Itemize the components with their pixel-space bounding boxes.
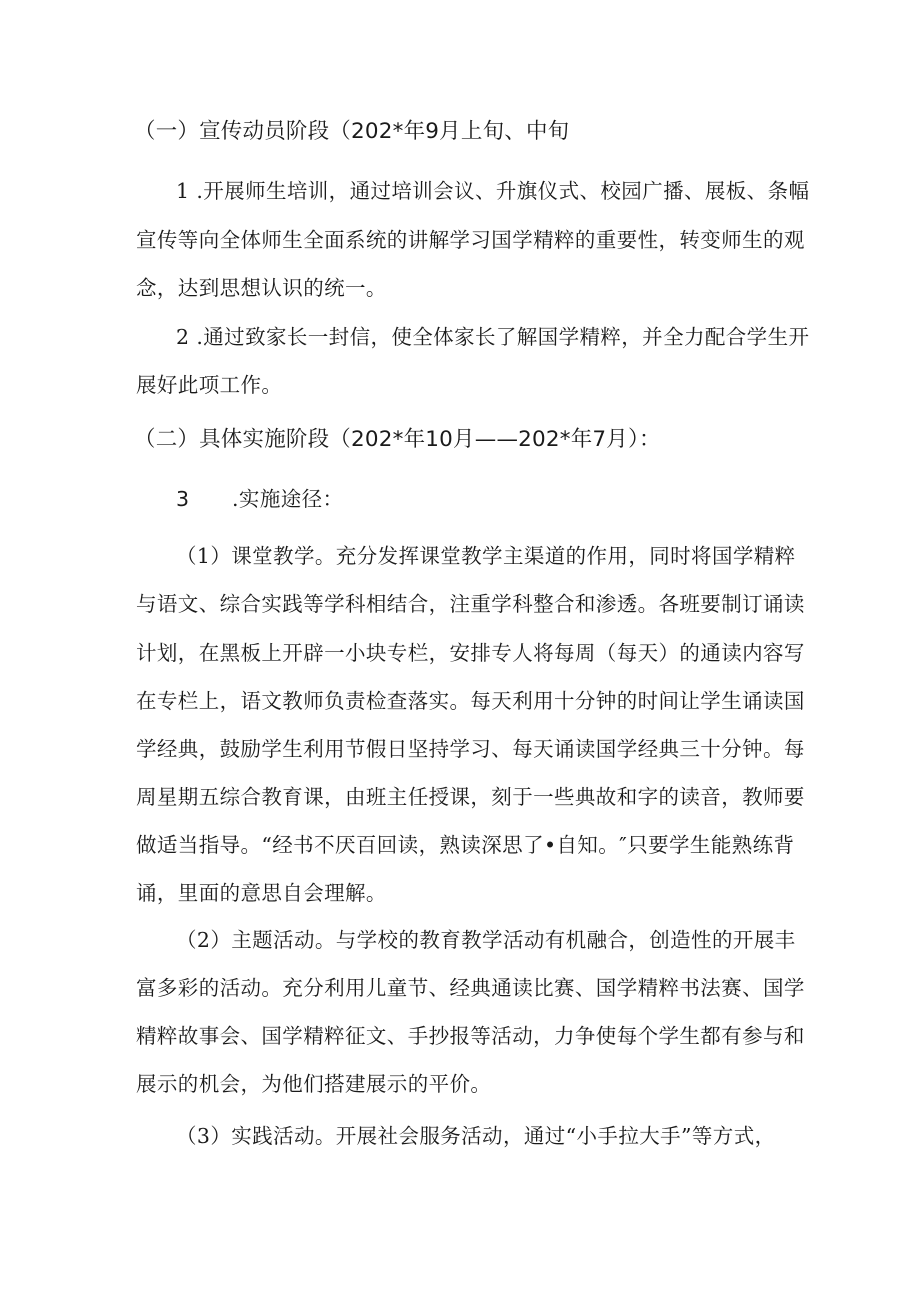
paragraph-line: 宣传等向全体师生全面系统的讲解学习国学精粹的重要性，转变师生的观 [136, 228, 805, 252]
paragraph-line: 精粹故事会、国学精粹征文、手抄报等活动，力争使每个学生都有参与和 [136, 1024, 805, 1048]
paragraph-line: 展示的机会，为他们搭建展示的平价。 [136, 1072, 492, 1096]
paragraph-line: 诵，里面的意思自会理解。 [136, 881, 387, 905]
paragraph-line: （2）主题活动。与学校的教育教学活动有机融合，创造性的开展丰 [176, 928, 796, 952]
item-label: .实施途径： [232, 487, 344, 511]
section-heading-2: （二）具体实施阶段（202*年10月——202*年7月）： [134, 427, 661, 452]
paragraph-line: 在专栏上，语文教师负责检查落实。每天利用十分钟的时间让学生诵读国 [136, 689, 805, 713]
paragraph-line: 1 .开展师生培训，通过培训会议、升旗仪式、校园广播、展板、条幅 [176, 179, 810, 203]
section-heading-1: （一）宣传动员阶段（202*年9月上旬、中旬 [134, 119, 570, 144]
paragraph-line: 富多彩的活动。充分利用儿童节、经典通读比赛、国学精粹书法赛、国学 [136, 976, 805, 1000]
paragraph-line: （1）课堂教学。充分发挥课堂教学主渠道的作用，同时将国学精粹 [176, 544, 796, 568]
paragraph-line: 与语文、综合实践等学科相结合，注重学科整合和渗透。各班要制订诵读 [136, 592, 805, 616]
paragraph-line: 做适当指导。“经书不厌百回读，熟读深思了•自知。″只要学生能熟练背 [136, 833, 795, 857]
paragraph-line: （3）实践活动。开展社会服务活动，通过“小手拉大手”等方式， [176, 1124, 776, 1148]
paragraph-line: 周星期五综合教育课，由班主任授课，刻于一些典故和字的读音，教师要 [136, 785, 805, 809]
paragraph-line: 学经典，鼓励学生利用节假日坚持学习、每天诵读国学经典三十分钟。每 [136, 737, 805, 761]
paragraph-line: 计划，在黑板上开辟一小块专栏，安排专人将每周（每天）的通读内容写 [136, 641, 805, 665]
paragraph-line: 念，达到思想认识的统一。 [136, 276, 387, 300]
paragraph-line: 展好此项工作。 [136, 373, 283, 397]
item-number: 3 [176, 487, 190, 511]
paragraph-line: 2 .通过致家长一封信，使全体家长了解国学精粹，并全力配合学生开 [176, 325, 810, 349]
